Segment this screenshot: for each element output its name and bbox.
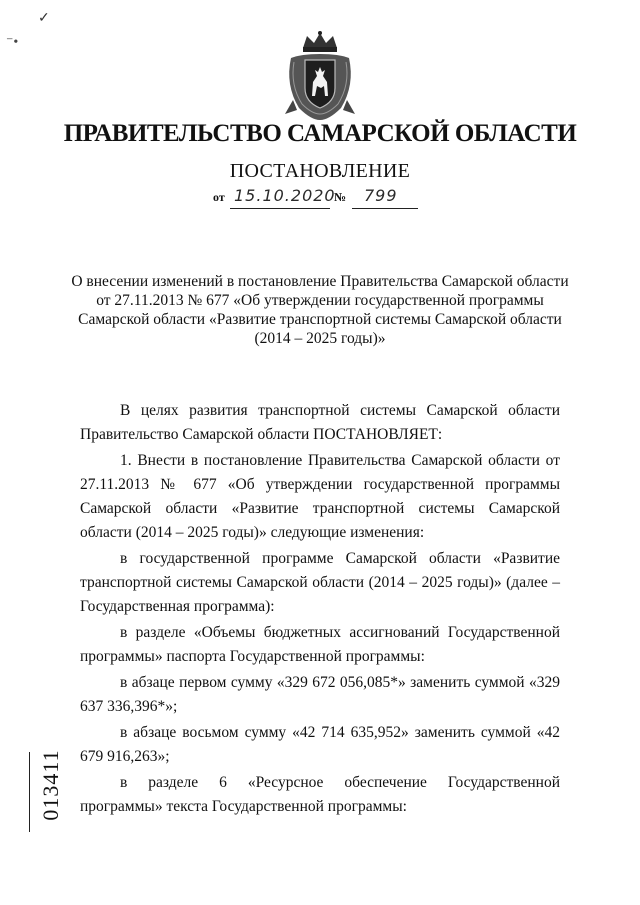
margin-mark: ⁻• [6, 35, 19, 50]
number-underline [352, 208, 418, 209]
government-title: ПРАВИТЕЛЬСТВО САМАРСКОЙ ОБЛАСТИ [63, 120, 577, 147]
paragraph: в абзаце первом сумму «329 672 056,085*» заменить суммой «329 637 336,396*»; [80, 674, 560, 715]
paragraph: в абзаце восьмом сумму «42 714 635,952» заменить суммой «42 679 916,263»; [80, 724, 560, 765]
stamp-number: 013411 [38, 749, 63, 821]
pen-mark: ✓ [38, 11, 50, 26]
paragraph: В целях развития транспортной системы Самарской области Правительство Самарской области ПОСТАНОВЛЯЕТ: [80, 402, 560, 443]
paragraph: в разделе 6 «Ресурсное обеспечение Государственной программы» текста Государственной программы: [80, 774, 560, 815]
paragraph: в разделе «Объемы бюджетных ассигнований Государственной программы» паспорта Государственной программы: [80, 624, 560, 665]
stamp-line [29, 752, 30, 832]
subject-title: О внесении изменений в постановление Правительства Самарской области от 27.11.2013 № 677 «Об утверждении государственной программы Самарской области «Развитие транспортной системы Самарской области (2014 – 2025 годы)» [71, 273, 569, 347]
paragraph: в государственной программе Самарской области «Развитие транспортной системы Самарской области (2014 – 2025 годы)» (далее – Государственная программа): [80, 550, 560, 615]
paragraph: 1. Внести в постановление Правительства Самарской области от 27.11.2013 № 677 «Об утверждении государственной программы Самарской области «Развитие транспортной системы Самарской области (2014 – 2025 годы)» следующие изменения: [80, 452, 560, 541]
registration-stamp [36, 740, 66, 830]
document-type: ПОСТАНОВЛЕНИЕ [229, 160, 411, 182]
date-underline [230, 208, 330, 209]
date-value: 15.10.2020 [234, 186, 336, 205]
number-label: № [334, 190, 347, 204]
body-text [80, 399, 560, 821]
number-value: 799 [364, 186, 398, 205]
samara-coat-of-arms-icon [281, 30, 359, 122]
date-label: от [213, 190, 225, 204]
